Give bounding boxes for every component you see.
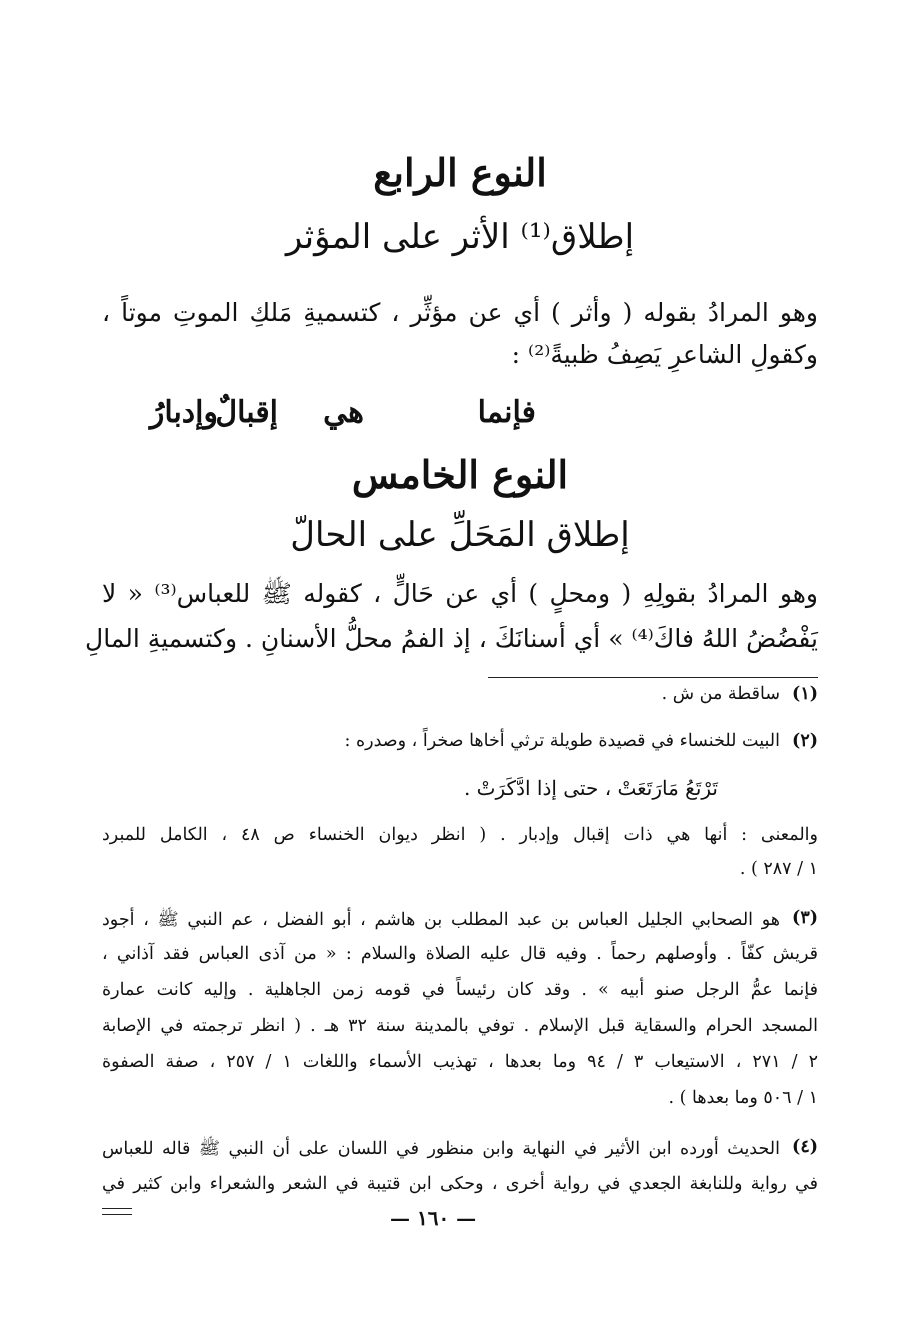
verse-word: وإدبارُ <box>149 395 218 430</box>
footnote-verse-line: تَرْتَعُ مَارَتَعَتْ ، حتى إذا ادَّكَرَتْ . <box>463 776 718 800</box>
section-subtitle-place-for-occupant: إطلاق المَحَلِّ على الحالّ <box>290 515 630 555</box>
section-title-fourth-type: النوع الرابع <box>373 150 547 195</box>
body-line: يَفْضُضُ اللهُ فاكَ⁽⁴⁾ » أي أسنانَكَ ، إذ الفمُ محلُّ الأسنانِ . وكتسميةِ المالِ <box>85 624 818 653</box>
page-number: — ١٦٠ — <box>390 1206 477 1230</box>
body-line: وكقولِ الشاعرِ يَصِفُ ظبيةً⁽²⁾ : <box>511 340 818 369</box>
footnote-line: ١ / ٥٠٦ وما بعدها ) . <box>668 1088 818 1108</box>
footnote-line: والمعنى : أنها هي ذات إقبال وإدبار . ( انظر ديوان الخنساء ص ٤٨ ، الكامل للمبرد <box>102 825 818 845</box>
footnote-separator <box>488 677 818 678</box>
footnote-line: هو الصحابي الجليل العباس بن عبد المطلب بن هاشم ، أبو الفضل ، عم النبي ﷺ ، أجود <box>102 910 780 930</box>
verse-word: فإنما <box>477 395 536 430</box>
continuation-mark <box>102 1208 132 1215</box>
section-title-fifth-type: النوع الخامس <box>351 452 569 497</box>
footnote-line: ٢ / ٢٧١ ، الاستيعاب ٣ / ٩٤ وما بعدها ، تهذيب الأسماء واللغات ١ / ٢٥٧ ، صفة الصفوة <box>102 1052 818 1072</box>
footnote-line: في رواية وللنابغة الجعدي في رواية أخرى ، وحكى ابن قتيبة في الشعر والشعراء وابن كثير في <box>102 1174 818 1194</box>
footnote-number: (١) <box>792 684 818 704</box>
verse-word: إقبالٌ <box>215 395 278 430</box>
footnote-line: الحديث أورده ابن الأثير في النهاية وابن منظور في اللسان على أن النبي ﷺ قاله للعباس <box>102 1139 780 1159</box>
section-subtitle-effect-for-cause: إطلاق⁽¹⁾ الأثر على المؤثر <box>285 217 635 257</box>
body-line: وهو المرادُ بقوله ( وأثر ) أي عن مؤثِّر ، كتسميةِ مَلكِ الموتِ موتاً ، <box>102 298 818 327</box>
footnote-line: المسجد الحرام والسقاية قبل الإسلام . توفي بالمدينة سنة ٣٢ هـ . ( انظر ترجمته في الإصابة <box>102 1016 818 1036</box>
verse-line <box>0 395 920 435</box>
verse-word: هي <box>323 395 364 430</box>
footnote-number: (٢) <box>792 731 818 751</box>
footnote-line: قريش كفّاً . وأوصلهم رحماً . وفيه قال عليه الصلاة والسلام : « من آذى العباس فقد آذاني ، <box>102 944 818 964</box>
footnote-number: (٤) <box>792 1137 818 1157</box>
footnote <box>102 908 818 1123</box>
footnote <box>102 1137 818 1207</box>
footnote-line: فإنما عمُّ الرجل صنو أبيه » . وقد كان رئيساً في قومه زمن الجاهلية . وإليه كانت عمارة <box>102 980 818 1000</box>
footnote <box>102 684 818 710</box>
footnote <box>102 731 818 881</box>
footnote-number: (٣) <box>792 908 818 928</box>
body-line: وهو المرادُ بقولِهِ ( ومحلٍ ) أي عن حَالٍّ ، كقوله ﷺ للعباس⁽³⁾ « لا <box>102 579 818 608</box>
footnote-line: ١ / ٢٨٧ ) . <box>739 859 818 879</box>
footnote-line: البيت للخنساء في قصيدة طويلة ترثي أخاها صخراً ، وصدره : <box>344 731 780 751</box>
footnote-line: ساقطة من ش . <box>661 684 780 704</box>
